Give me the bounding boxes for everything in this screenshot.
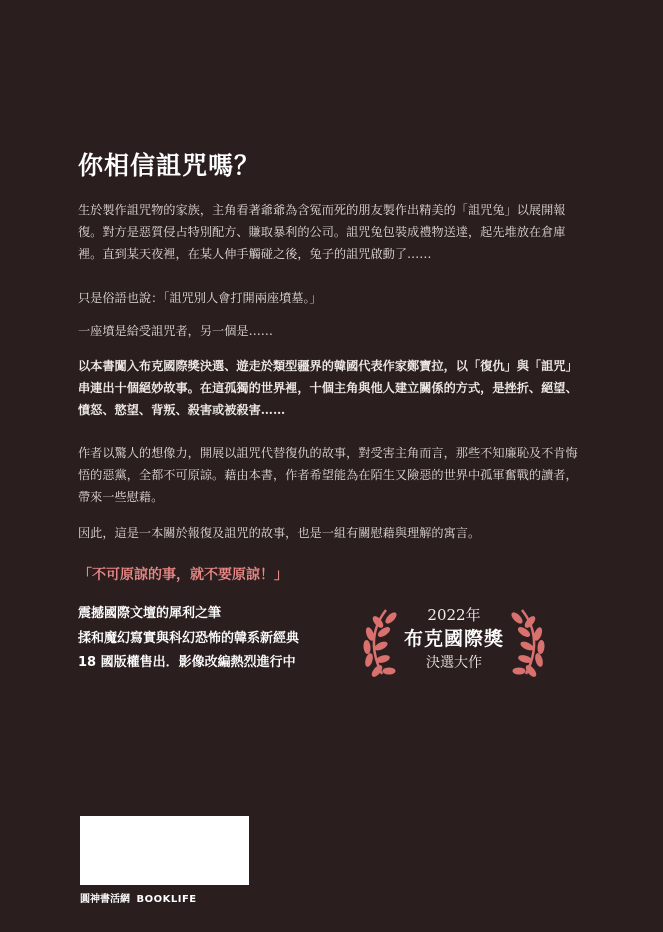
author-intro-paragraph: 以本書闖入布克國際獎決選、遊走於類型疆界的韓國代表作家鄭寶拉，以「復仇」與「詛咒」串連出十個絕妙故事。在這孤獨的世界裡，十個主角與他人建立關係的方式，是挫折、絕望、憤怒、慾望、背叛、殺害或被殺害…… <box>78 359 578 417</box>
award-badge <box>356 600 552 686</box>
award-subtitle: 決選大作 <box>426 655 482 671</box>
conclusion-paragraph: 因此，這是一本關於報復及詛咒的故事，也是一組有關慰藉與理解的寓言。 <box>78 526 481 540</box>
barcode-area <box>80 816 249 885</box>
promo-claim: 18 國版權售出．影像改編熱烈進行中 <box>78 655 296 670</box>
publisher-logo <box>80 890 197 905</box>
synopsis-paragraph: 生於製作詛咒物的家族，主角看著爺爺為含冤而死的朋友製作出精美的「詛咒兔」以展開報復。對方是惡質侵占特別配方、賺取暴利的公司。詛咒兔包裝成禮物送達，起先堆放在倉庫裡。直到某天夜裡，在某人伸手觸碰之後，兔子的詛咒啟動了…… <box>78 203 566 261</box>
proverb-paragraph: 只是俗語也說：「詛咒別人會打開兩座墳墓。」 <box>78 291 322 305</box>
award-year: 2022年 <box>427 606 481 624</box>
page-title: 你相信詛咒嗎？ <box>78 151 261 180</box>
tagline-quote: 「不可原諒的事，就不要原諒！」 <box>78 567 288 583</box>
award-name: 布克國際獎 <box>403 628 504 650</box>
publisher-name-zh: 圓神書活網 <box>80 894 130 905</box>
promo-claims <box>78 602 299 676</box>
promo-claim: 震撼國際文壇的犀利之筆 <box>78 606 222 621</box>
promo-claim: 揉和魔幻寫實與科幻恐怖的韓系新經典 <box>78 630 300 646</box>
author-intent-paragraph: 作者以驚人的想像力，開展以詛咒代替復仇的故事，對受害主角而言，那些不知廉恥及不肯悔悟的惡黨，全都不可原諒。藉由本書，作者希望能為在陌生又險惡的世界中孤軍奮戰的讀者，帶來一些慰藉。 <box>78 446 578 504</box>
two-graves-paragraph: 一座墳是給受詛咒者，另一個是…… <box>78 324 273 338</box>
publisher-name-en: BOOKLIFE <box>136 894 197 905</box>
